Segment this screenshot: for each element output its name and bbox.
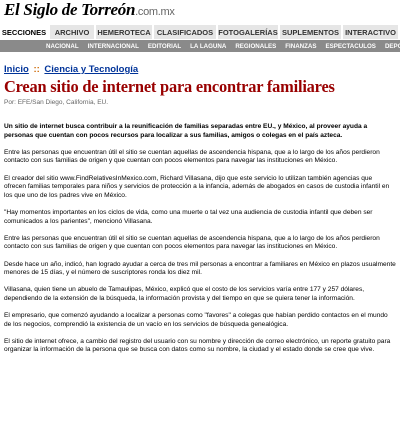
nav-link-espectaculos[interactable]: ESPECTACULOS — [325, 42, 376, 50]
nav-link-deportes[interactable]: DEPORTES — [384, 42, 419, 50]
nav-link-internacional[interactable]: INTERNACIONAL — [87, 42, 139, 50]
site-logo[interactable] — [4, 0, 175, 20]
breadcrumb-section-link[interactable]: Ciencia y Tecnología — [44, 64, 139, 75]
nav-link-la-laguna[interactable]: LA LAGUNA — [190, 42, 227, 50]
breadcrumb-separator: :: — [33, 64, 40, 75]
article-paragraph: "Hay momentos importantes en los ciclos de vida, como una muerte o tal vez una audiencia de custodia infantil que deben ser comunicados a los parientes", mencionó Villasana. — [4, 208, 373, 225]
breadcrumb-home-link[interactable]: Inicio — [4, 64, 29, 75]
masthead — [4, 0, 396, 22]
article-paragraph: Entre las personas que encuentran útil el sitio se cuentan aquellas de ascendencia hispana, que a lo largo de los años perdieron contacto con sus familias de origen y que cuentan con pocos elementos para navegar las instituciones en México. — [4, 234, 380, 251]
article-paragraph: El creador del sitio www.FindRelativesInMexico.com, Richard Villasana, dijo que este servicio lo utilizan también agencias que ofrecen familias temporales para niños y servicios de protección a la infancia, además de abogados en casos de custodia infantil en los que uno de los padres vive en México. — [4, 174, 390, 199]
article-paragraph: Villasana, quien tiene un abuelo de Tamaulipas, México, explicó que el costo de los servicios varía entre 177 y 257 dólares, dependiendo de la extensión de la búsqueda, la información provista y del tiempo en que se quiera tener la información. — [4, 286, 365, 302]
article-paragraph: El sitio de internet ofrece, a cambio del registro del usuario con su nombre y dirección de correo electrónico, un reporte gratuito para organizar la información de la persona que se busca con datos como su nombre, la ciudad y el estado donde se cree que vive. — [4, 337, 391, 354]
breadcrumb — [4, 64, 138, 75]
nav-link-finanzas[interactable]: FINANZAS — [285, 42, 317, 50]
article-headline: Crean sitio de internet para encontrar familiares — [4, 77, 335, 96]
site-logo-suffix: .com.mx — [135, 6, 175, 18]
site-logo-text: El Siglo de Torreón — [4, 0, 136, 19]
nav-link-editorial[interactable]: EDITORIAL — [147, 42, 182, 50]
article-byline: Por: EFE/San Diego, California, EU. — [4, 99, 109, 106]
primary-nav — [0, 25, 400, 39]
nav-tab-hemeroteca[interactable]: HEMEROTECA — [96, 25, 154, 39]
nav-tab-archivo[interactable]: ARCHIVO — [50, 25, 96, 39]
nav-tab-secciones[interactable]: SECCIONES — [0, 25, 50, 39]
article-paragraph: Entre las personas que encuentran útil el sitio se cuentan aquellas de ascendencia hispana, que a lo largo de los años perdieron contacto con sus familias de origen y que cuentan con pocos elementos para navegar las instituciones en México. — [4, 148, 380, 165]
article-lead-paragraph: Un sitio de internet busca contribuir a la reunificación de familias separadas entre EU., y México, al proveer ayuda a personas que cuentan con pocos recursos para localizar a sus familias, amigos o colegas en el país azteca. — [4, 123, 368, 139]
nav-link-regionales[interactable]: REGIONALES — [235, 42, 277, 50]
article-paragraph: El empresario, que comenzó ayudando a localizar a personas como "favores" a colegas que habían perdido contactos en el mundo de los negocios, comprendió la existencia de un vacío en los servicios de búsqueda genealógica. — [4, 312, 388, 328]
article-paragraph: Desde hace un año, indicó, han logrado ayudar a cerca de tres mil personas a encontrar a familiares en México en plazos usualmente menores de 15 días, y el número de suscriptores ronda los diez mil. — [4, 260, 396, 277]
nav-link-nacional[interactable]: NACIONAL — [46, 42, 79, 50]
nav-tab-clasificados[interactable]: CLASIFICADOS — [154, 25, 218, 39]
nav-tab-interactivo[interactable]: INTERACTIVO — [343, 25, 400, 39]
article-body — [4, 123, 396, 364]
nav-tab-fotogalerias[interactable]: FOTOGALERÍAS — [218, 25, 280, 39]
secondary-nav — [0, 40, 419, 52]
nav-tab-suplementos[interactable]: SUPLEMENTOS — [280, 25, 343, 39]
